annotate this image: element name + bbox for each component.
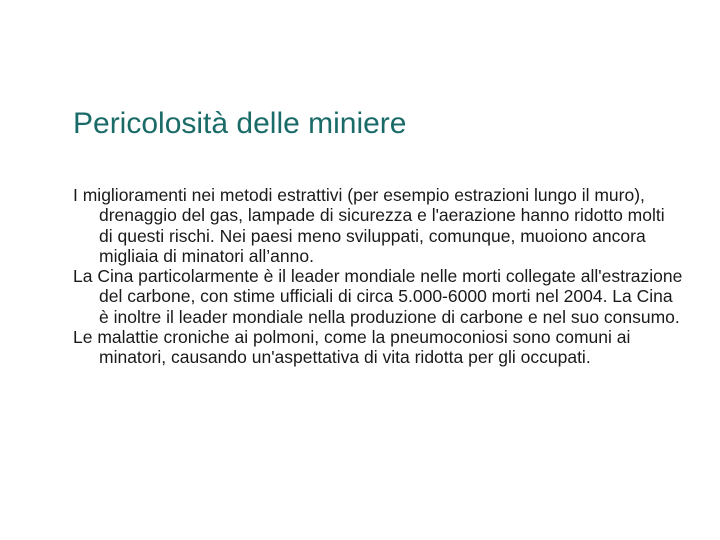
paragraph-mining-safety: I miglioramenti nei metodi estrattivi (per esempio estrazioni lungo il muro), drenaggio del gas, lampade di sicurezza e l'aerazione hanno ridotto molti di questi rischi. Nei paesi meno sviluppati, comunque, muoiono ancora migliaia di minatori all’anno. bbox=[73, 185, 665, 266]
paragraph-china-deaths: La Cina particolarmente è il leader mondiale nelle morti collegate all'estrazione del carbone, con stime ufficiali di circa 5.000-6000 morti nel 2004. La Cina è inoltre il leader mondiale nella produzione di carbone e nel suo consumo. bbox=[73, 266, 683, 327]
paragraph-lung-diseases: Le malattie croniche ai polmoni, come la pneumoconiosi sono comuni ai minatori, causando un'aspettativa di vita ridotta per gli occupati. bbox=[73, 327, 631, 368]
slide-body bbox=[73, 185, 683, 368]
slide-title: Pericolosità delle miniere bbox=[73, 107, 407, 140]
